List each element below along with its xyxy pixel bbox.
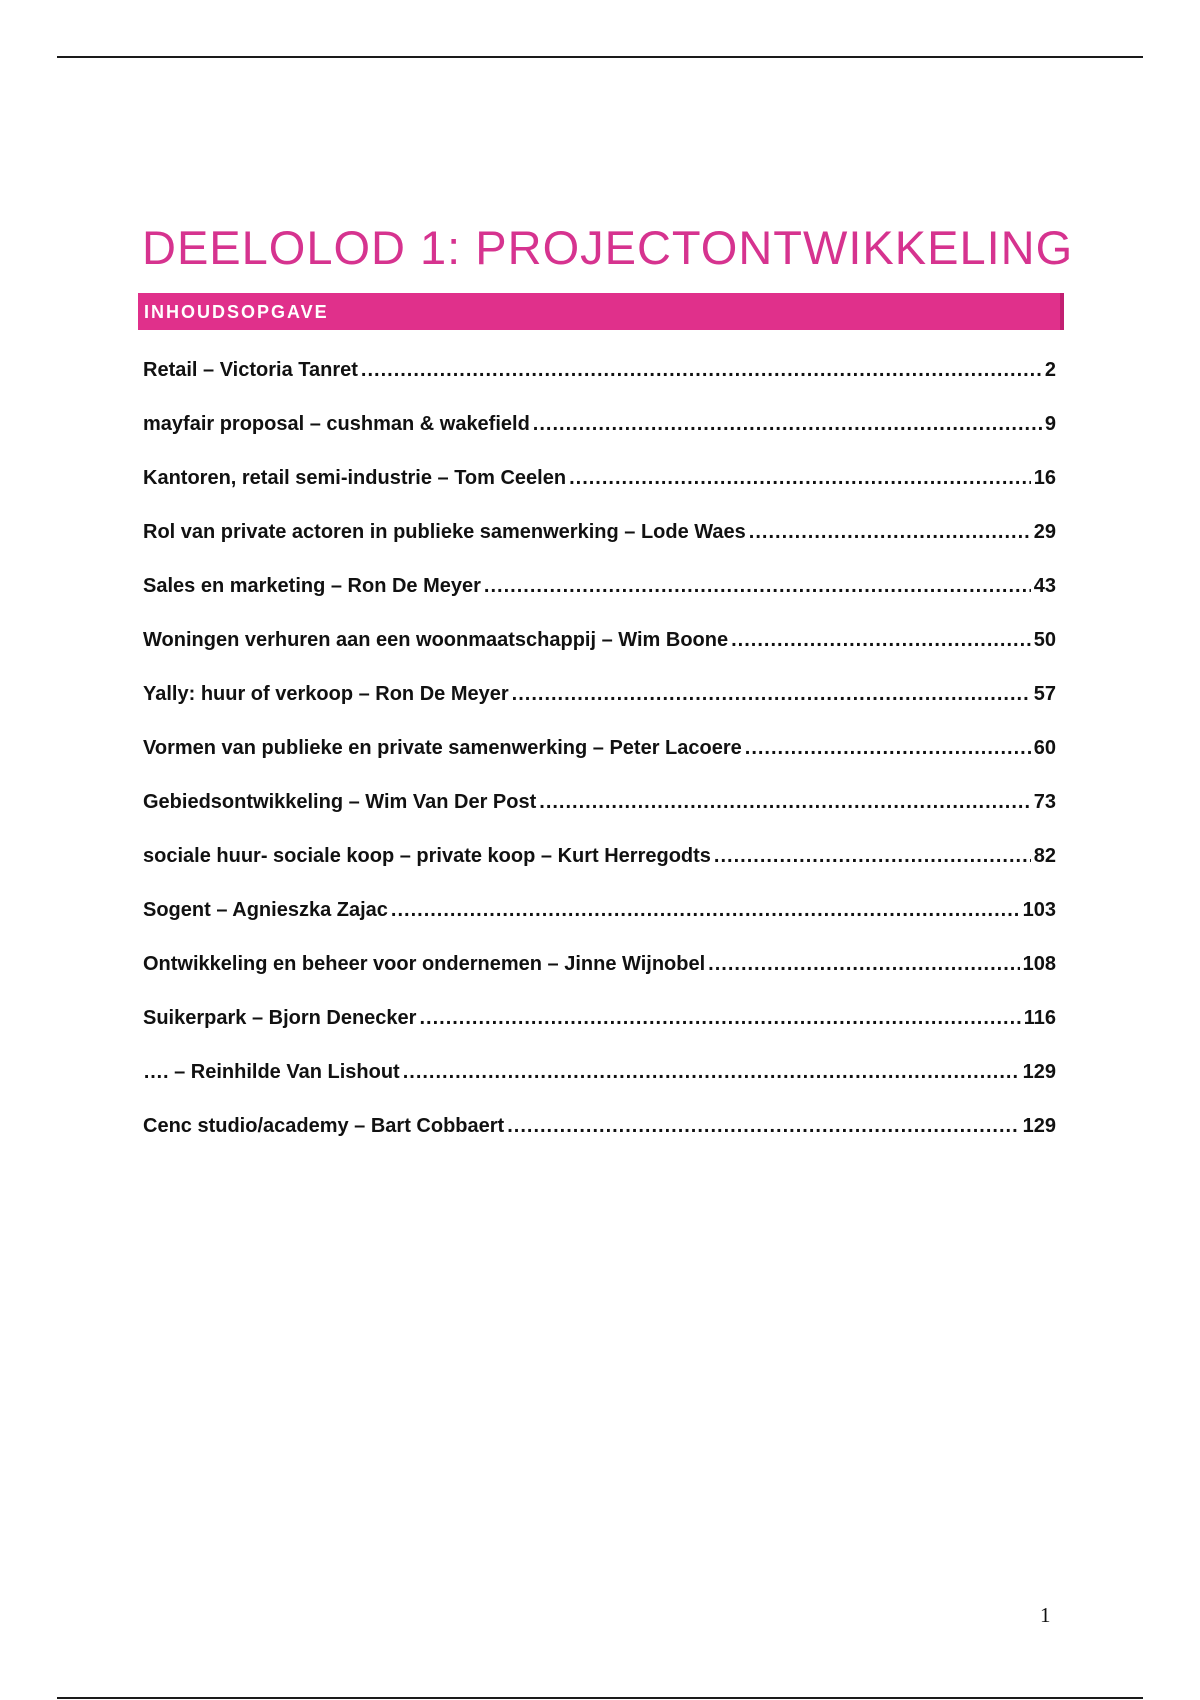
toc-entry-title: …. – Reinhilde Van Lishout	[143, 1061, 400, 1083]
toc-entry-title: Cenc studio/academy – Bart Cobbaert	[143, 1115, 505, 1137]
toc-entry-title: Retail – Victoria Tanret	[143, 359, 358, 381]
toc-entry[interactable]	[143, 733, 1056, 787]
toc-entry-title: Sogent – Agnieszka Zajac	[143, 899, 388, 921]
toc-entry[interactable]	[143, 463, 1056, 517]
toc-entry[interactable]	[143, 355, 1056, 409]
toc-dot-leader	[749, 517, 1031, 547]
toc-entry[interactable]	[143, 841, 1056, 895]
toc-entry-title: sociale huur- sociale koop – private koop – Kurt Herregodts	[143, 845, 711, 867]
toc-entry-title: mayfair proposal – cushman & wakefield	[143, 413, 530, 435]
toc-entry-title: Kantoren, retail semi-industrie – Tom Ceelen	[143, 467, 567, 489]
toc-entry-title: Suikerpark – Bjorn Denecker	[143, 1007, 417, 1029]
toc-entry-page: 129	[1022, 1115, 1056, 1137]
table-of-contents	[143, 355, 1056, 1165]
header-rule	[57, 56, 1143, 58]
toc-dot-leader	[539, 787, 1030, 817]
toc-entry[interactable]	[143, 895, 1056, 949]
toc-entry-title: Rol van private actoren in publieke samenwerking – Lode Waes	[143, 521, 746, 543]
toc-dot-leader	[403, 1057, 1020, 1087]
page-number: 1	[1040, 1603, 1051, 1627]
toc-entry-title: Gebiedsontwikkeling – Wim Van Der Post	[143, 791, 537, 813]
toc-entry-page: 9	[1044, 413, 1056, 435]
toc-entry[interactable]	[143, 1111, 1056, 1165]
toc-entry-page: 50	[1033, 629, 1056, 651]
toc-dot-leader	[731, 625, 1031, 655]
toc-entry-page: 43	[1033, 575, 1056, 597]
page-title: DEELOLOD 1: PROJECTONTWIKKELING	[142, 221, 1074, 274]
toc-entry[interactable]	[143, 679, 1056, 733]
toc-entry[interactable]	[143, 1003, 1056, 1057]
toc-entry-title: Ontwikkeling en beheer voor ondernemen – Jinne Wijnobel	[143, 953, 706, 975]
toc-entry-page: 108	[1022, 953, 1056, 975]
toc-dot-leader	[708, 949, 1019, 979]
toc-dot-leader	[533, 409, 1042, 439]
toc-heading-banner	[138, 293, 1064, 330]
toc-entry-title: Woningen verhuren aan een woonmaatschappij – Wim Boone	[143, 629, 729, 651]
toc-dot-leader	[391, 895, 1020, 925]
toc-entry[interactable]	[143, 949, 1056, 1003]
toc-entry-page: 29	[1033, 521, 1056, 543]
toc-entry-page: 82	[1033, 845, 1056, 867]
toc-entry-page: 16	[1033, 467, 1056, 489]
toc-dot-leader	[714, 841, 1031, 871]
toc-dot-leader	[745, 733, 1031, 763]
toc-entry[interactable]	[143, 625, 1056, 679]
toc-entry-page: 73	[1033, 791, 1056, 813]
toc-entry-title: Yally: huur of verkoop – Ron De Meyer	[143, 683, 509, 705]
toc-dot-leader	[569, 463, 1031, 493]
toc-dot-leader	[512, 679, 1031, 709]
toc-entry[interactable]	[143, 787, 1056, 841]
toc-entry[interactable]	[143, 409, 1056, 463]
toc-dot-leader	[484, 571, 1031, 601]
toc-entry-title: Sales en marketing – Ron De Meyer	[143, 575, 481, 597]
toc-entry[interactable]	[143, 571, 1056, 625]
toc-entry-page: 2	[1044, 359, 1056, 381]
toc-entry-title: Vormen van publieke en private samenwerking – Peter Lacoere	[143, 737, 742, 759]
toc-entry-page: 57	[1033, 683, 1056, 705]
toc-entry[interactable]	[143, 517, 1056, 571]
toc-entry-page: 103	[1022, 899, 1056, 921]
toc-entry-page: 116	[1023, 1007, 1056, 1029]
toc-dot-leader	[361, 355, 1042, 385]
toc-dot-leader	[419, 1003, 1020, 1033]
toc-entry-page: 129	[1022, 1061, 1056, 1083]
toc-heading: INHOUDSOPGAVE	[144, 302, 329, 322]
footer-rule	[57, 1697, 1143, 1699]
toc-entry[interactable]	[143, 1057, 1056, 1111]
toc-entry-page: 60	[1033, 737, 1056, 759]
toc-dot-leader	[507, 1111, 1019, 1141]
